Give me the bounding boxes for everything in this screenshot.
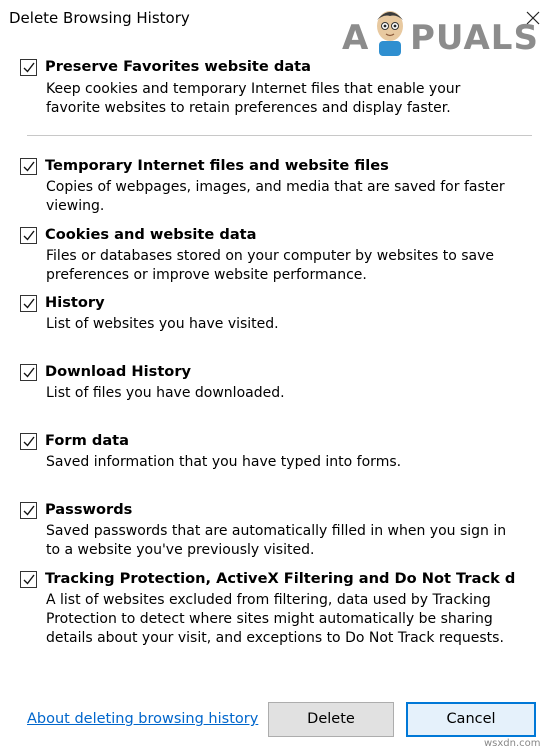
logo-text-right: PUALS (410, 18, 539, 58)
checkmark-icon (22, 504, 36, 518)
about-deleting-history-link[interactable]: About deleting browsing history (27, 711, 259, 727)
checkbox-preserve-favorites[interactable] (20, 59, 37, 76)
watermark: wsxdn.com (484, 738, 541, 749)
logo-text-left: A (342, 18, 370, 58)
checkbox-tracking-protection[interactable] (20, 571, 37, 588)
checkbox-form-data[interactable] (20, 433, 37, 450)
option-description: Saved passwords that are automatically filled in when you sign in to a website you've previously visited. (46, 523, 507, 558)
checkbox-cookies[interactable] (20, 227, 37, 244)
checkmark-icon (22, 366, 36, 380)
option-description: Saved information that you have typed into forms. (46, 454, 402, 470)
option-title: Cookies and website data (45, 226, 257, 243)
checkbox-temporary-files[interactable] (20, 158, 37, 175)
option-description: Keep cookies and temporary Internet files that enable your favorite websites to retain preferences and display faster. (46, 81, 461, 116)
option-description: A list of websites excluded from filtering, data used by Tracking Protection to detect where sites might automatically be sharing details about your visit, and exceptions to Do Not Track requests. (46, 592, 504, 646)
cancel-button[interactable]: Cancel (406, 702, 536, 737)
option-description: Copies of webpages, images, and media that are saved for faster viewing. (46, 179, 505, 214)
appuals-logo (340, 4, 554, 64)
option-title: Preserve Favorites website data (45, 58, 311, 75)
checkbox-history[interactable] (20, 295, 37, 312)
option-description: List of websites you have visited. (46, 316, 279, 332)
checkmark-icon (22, 297, 36, 311)
option-description: List of files you have downloaded. (46, 385, 285, 401)
checkbox-passwords[interactable] (20, 502, 37, 519)
option-title: Form data (45, 432, 130, 449)
option-description: Files or databases stored on your computer by websites to save preferences or improve website performance. (46, 248, 495, 283)
checkmark-icon (22, 435, 36, 449)
delete-button[interactable]: Delete (268, 702, 394, 737)
window-title: Delete Browsing History (9, 9, 190, 27)
checkmark-icon (22, 160, 36, 174)
option-title: Tracking Protection, ActiveX Filtering and Do Not Track d (45, 570, 516, 587)
option-title: Passwords (45, 501, 133, 518)
checkmark-icon (22, 573, 36, 587)
option-title: Temporary Internet files and website files (45, 157, 389, 174)
separator (27, 135, 532, 136)
checkbox-download-history[interactable] (20, 364, 37, 381)
checkmark-icon (22, 229, 36, 243)
checkmark-icon (22, 61, 36, 75)
option-title: History (45, 294, 105, 311)
mascot-icon (370, 6, 410, 58)
option-title: Download History (45, 363, 192, 380)
